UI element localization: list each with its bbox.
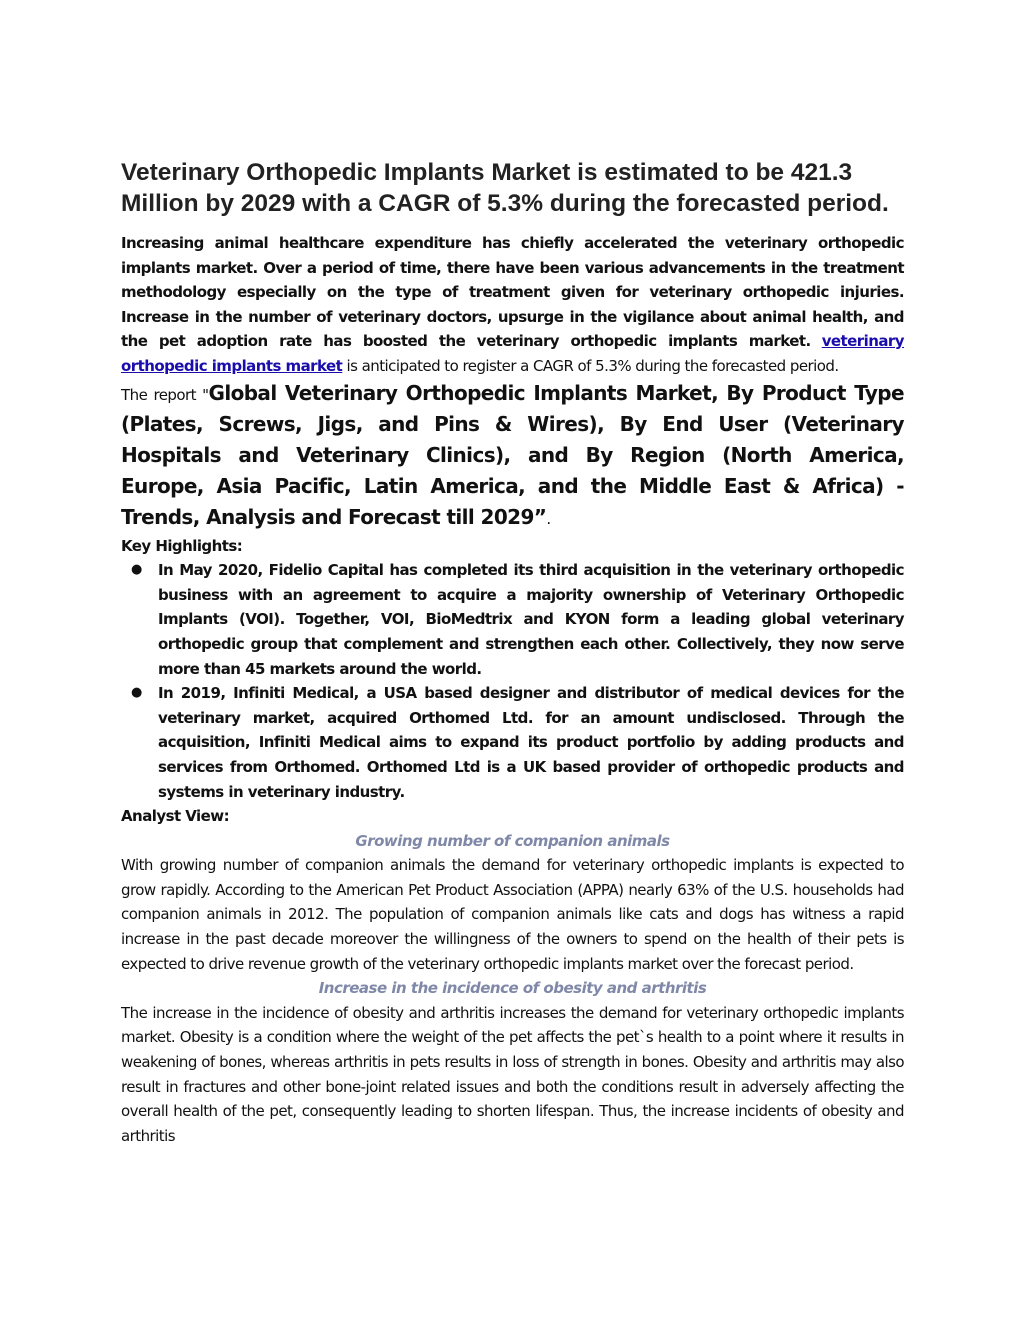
- market-link[interactable]: veterinary orthopedic implants market: [121, 332, 904, 375]
- report-prefix: The report ": [121, 385, 209, 404]
- document-page: [121, 157, 904, 1148]
- report-suffix: .: [546, 509, 551, 528]
- key-highlights-list: [121, 558, 904, 804]
- report-title: Global Veterinary Orthopedic Implants Market, By Product Type (Plates, Screws, Jigs, and Pins & Wires), By End User (Veterinary Hospitals and Veterinary Clinics), and By Region (North America, Europe, Asia Pacific, Latin America, and the Middle East & Africa) - Trends, Analysis and Forecast till 2029”: [121, 380, 904, 529]
- page-title: Veterinary Orthopedic Implants Market is estimated to be 421.3 Million by 2029 with a CAGR of 5.3% during the forecasted period.: [121, 159, 889, 217]
- highlight-text: In May 2020, Fidelio Capital has completed its third acquisition in the veterinary orthopedic business with an agreement to acquire a majority ownership of Veterinary Orthopedic Implants (VOI). Together, VOI, BioMedtrix and KYON form a leading global veterinary orthopedic group that complement and strengthen each other. Collectively, they now serve more than 45 markets around the world.: [158, 561, 904, 678]
- highlight-text: In 2019, Infiniti Medical, a USA based designer and distributor of medical devices for the veterinary market, acquired Orthomed Ltd. for an amount undisclosed. Through the acquisition, Infiniti Medical aims to expand its product portfolio by adding products and services from Orthomed. Orthomed Ltd is a UK based provider of orthopedic products and systems in veterinary industry.: [158, 684, 904, 801]
- section-body: The increase in the incidence of obesity and arthritis increases the demand for veterinary orthopedic implants market. Obesity is a condition where the weight of the pet affects the pet`s health to a point where it results in weakening of bones, whereas arthritis in pets results in loss of strength in bones. Obesity and arthritis may also result in fractures and other bone-joint related issues and both the conditions result in adversely affecting the overall health of the pet, consequently leading to shorten lifespan. Thus, the increase incidents of obesity and arthritis: [121, 1003, 904, 1145]
- report-paragraph: [121, 379, 904, 534]
- analyst-view-heading: Analyst View:: [121, 807, 230, 826]
- intro-bold-text: Increasing animal healthcare expenditure has chiefly accelerated the veterinary orthopedic implants market. Over a period of time, there have been various advancements in the treatment methodology especially on the type of treatment given for veterinary orthopedic injuries. Increase in the number of veterinary doctors, upsurge in the vigilance about animal health, and the pet adoption rate has boosted the veterinary orthopedic implants market.: [121, 234, 904, 351]
- section-subheading: Growing number of companion animals: [355, 831, 670, 850]
- bullet-icon: ●: [131, 562, 142, 578]
- section-subheading: Increase in the incidence of obesity and arthritis: [318, 979, 707, 998]
- list-item: [131, 558, 904, 681]
- intro-after-link: is anticipated to register a CAGR of 5.3% during the forecasted period.: [342, 356, 839, 375]
- section-body: With growing number of companion animals the demand for veterinary orthopedic implants is expected to grow rapidly. According to the American Pet Product Association (APPA) nearly 63% of the U.S. households had companion animals in 2012. The population of companion animals like cats and dogs has witness a rapid increase in the past decade moreover the willingness of the owners to spend on the health of their pets is expected to drive revenue growth of the veterinary orthopedic implants market over the forecast period.: [121, 856, 904, 973]
- intro-paragraph: [121, 231, 904, 379]
- key-highlights-heading: Key Highlights:: [121, 536, 243, 555]
- list-item: [131, 681, 904, 804]
- bullet-icon: ●: [131, 685, 142, 701]
